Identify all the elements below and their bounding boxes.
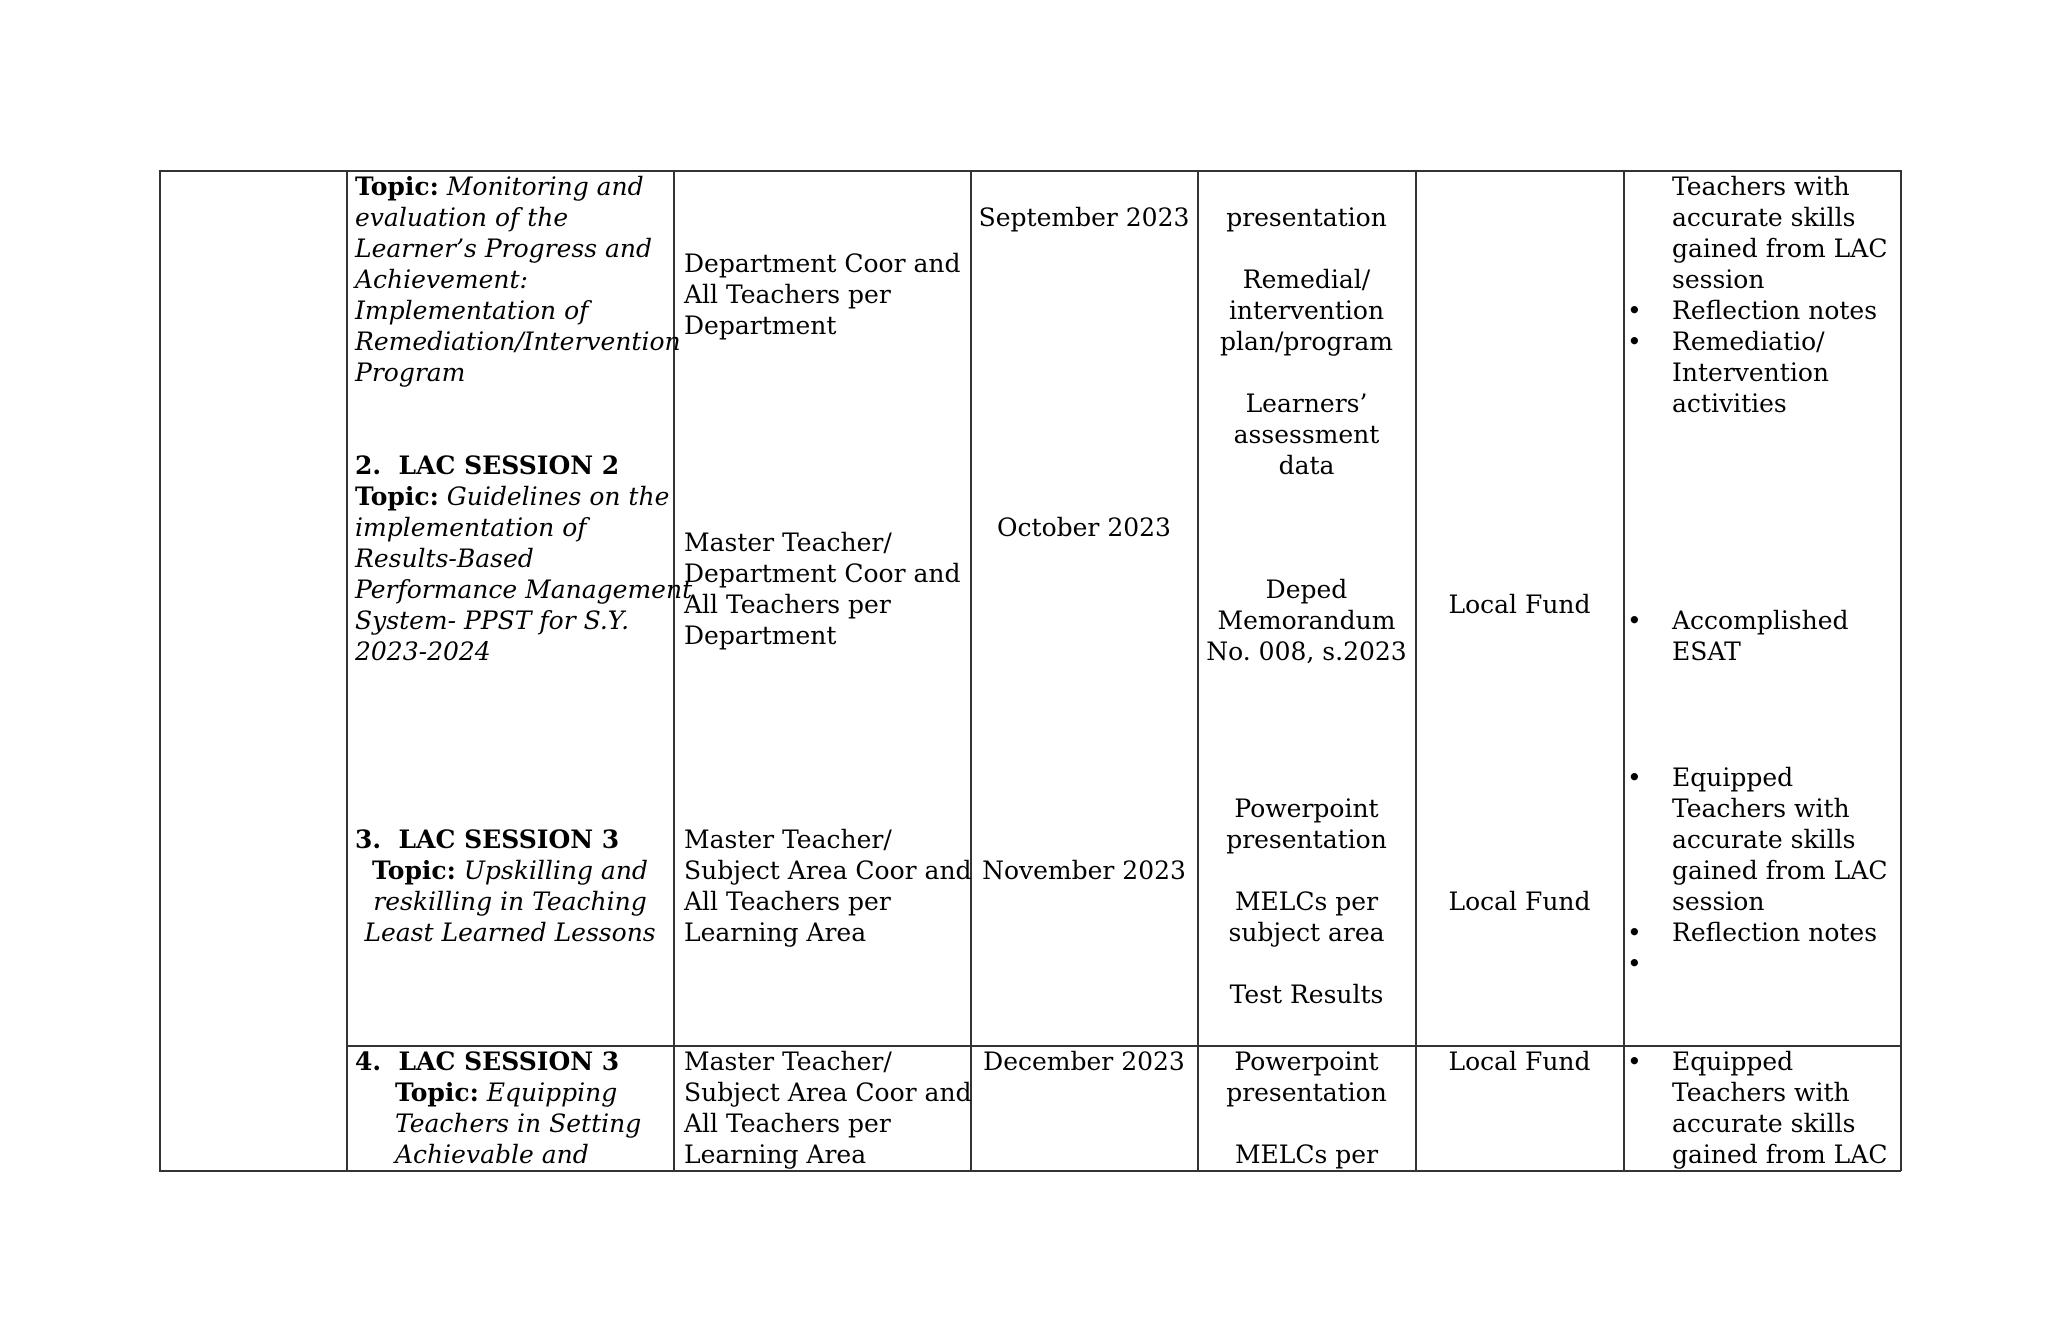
row2-resource-line: Memorandum <box>1217 606 1396 635</box>
row4-output-line: gained from LAC <box>1672 1140 1888 1169</box>
row2-topic-line: 2023-2024 <box>355 637 491 666</box>
table-border-right <box>1900 170 1902 1171</box>
column-divider-1 <box>346 170 348 1171</box>
bullet-icon: • <box>1627 763 1642 792</box>
row1-topic-line: evaluation of the <box>355 203 569 232</box>
row2-session-heading: 2. LAC SESSION 2 <box>355 451 620 480</box>
row2-fund: Local Fund <box>1448 590 1591 619</box>
row3-date: November 2023 <box>982 856 1186 885</box>
row1-resource-line: Learners’ <box>1245 389 1368 418</box>
row3-resource-line: Test Results <box>1229 980 1384 1009</box>
row3-output-line: gained from LAC <box>1672 856 1888 885</box>
row1-output-line: Teachers with <box>1672 172 1850 201</box>
row4-persons-line: Learning Area <box>684 1140 867 1169</box>
row4-persons-line: All Teachers per <box>684 1109 891 1138</box>
row4-date: December 2023 <box>983 1047 1185 1076</box>
row2-topic-line: Performance Management <box>355 575 693 604</box>
bullet-icon: • <box>1627 327 1642 356</box>
row2-resource-line: Deped <box>1265 575 1348 604</box>
bullet-icon: • <box>1627 296 1642 325</box>
bullet-icon: • <box>1627 606 1642 635</box>
row2-persons-line: Master Teacher/ <box>684 528 892 557</box>
table-border-left <box>159 170 161 1171</box>
row2-topic-line: implementation of <box>355 513 587 542</box>
row2-topic-line: System- PPST for S.Y. <box>355 606 630 635</box>
row3-output-line: Reflection notes <box>1672 918 1878 947</box>
row1-date: September 2023 <box>978 203 1190 232</box>
row3-output-line: Teachers with <box>1672 794 1850 823</box>
row3-persons-line: All Teachers per <box>684 887 891 916</box>
row2-topic-line: Guidelines on the <box>446 482 670 511</box>
row1-output-line: accurate skills <box>1672 203 1856 232</box>
row4-topic <box>395 1077 617 1108</box>
row3-persons-line: Subject Area Coor and <box>684 856 972 885</box>
row3-resource-line: subject area <box>1228 918 1385 947</box>
row1-resource-line: intervention <box>1228 296 1385 325</box>
row3-persons-line: Learning Area <box>684 918 867 947</box>
row2-topic <box>355 481 669 512</box>
row4-topic-line: Equipping <box>486 1078 618 1107</box>
row1-topic-label: Topic: <box>355 172 439 201</box>
row1-output-line: Intervention <box>1672 358 1829 387</box>
row2-resource-line: No. 008, s.2023 <box>1206 637 1407 666</box>
row1-topic-line: Monitoring and <box>446 172 644 201</box>
row4-output-line: Equipped <box>1672 1047 1794 1076</box>
row4-persons-line: Subject Area Coor and <box>684 1078 972 1107</box>
row1-persons-line: Department Coor and <box>684 249 961 278</box>
row3-output-line: session <box>1672 887 1765 916</box>
column-divider-2 <box>673 170 675 1171</box>
row2-output-line: Accomplished <box>1672 606 1849 635</box>
row1-resource-line: plan/program <box>1220 327 1393 356</box>
row3-resource-line: presentation <box>1226 825 1387 854</box>
bullet-icon: • <box>1627 918 1642 947</box>
row1-resource-line: assessment <box>1233 420 1380 449</box>
row4-persons-line: Master Teacher/ <box>684 1047 892 1076</box>
row4-topic-line: Teachers in Setting <box>395 1109 642 1138</box>
row1-output-line: Remediatio/ <box>1672 327 1825 356</box>
row3-persons-line: Master Teacher/ <box>684 825 892 854</box>
bullet-icon: • <box>1627 1047 1642 1076</box>
row1-topic <box>355 171 644 202</box>
row1-output-line: gained from LAC <box>1672 234 1888 263</box>
row4-resource-line: MELCs per <box>1234 1140 1379 1169</box>
row2-persons-line: Department <box>684 621 837 650</box>
row3-topic-line: Least Learned Lessons <box>364 918 656 947</box>
row3-resource-line: MELCs per <box>1234 887 1379 916</box>
row1-topic-line: Implementation of <box>355 296 589 325</box>
row4-output-line: Teachers with <box>1672 1078 1850 1107</box>
column-divider-6 <box>1623 170 1625 1171</box>
table-border-bottom <box>159 1170 1901 1172</box>
row3-output-line: accurate skills <box>1672 825 1856 854</box>
row4-fund: Local Fund <box>1448 1047 1591 1076</box>
row1-resource-line: presentation <box>1226 203 1387 232</box>
row4-topic-label: Topic: <box>395 1078 479 1107</box>
row3-resource-line: Powerpoint <box>1234 794 1379 823</box>
row3-output-line: Equipped <box>1672 763 1794 792</box>
row3-topic-label: Topic: <box>372 856 456 885</box>
row4-resource-line: Powerpoint <box>1234 1047 1379 1076</box>
row1-topic-line: Learner’s Progress and <box>355 234 653 263</box>
row2-topic-line: Results-Based <box>355 544 534 573</box>
row3-topic-line: Upskilling and <box>463 856 648 885</box>
column-divider-5 <box>1415 170 1417 1171</box>
row2-topic-label: Topic: <box>355 482 439 511</box>
row3-session-heading: 3. LAC SESSION 3 <box>355 825 620 854</box>
bullet-icon: • <box>1627 949 1642 978</box>
row1-resource-line: data <box>1278 451 1335 480</box>
row1-topic-line: Achievement: <box>355 265 528 294</box>
row1-topic-line: Program <box>355 358 466 387</box>
row1-persons-line: Department <box>684 311 837 340</box>
row2-persons-line: All Teachers per <box>684 590 891 619</box>
row1-output-line: activities <box>1672 389 1787 418</box>
row4-resource-line: presentation <box>1226 1078 1387 1107</box>
column-divider-3 <box>970 170 972 1171</box>
row1-resource-line: Remedial/ <box>1242 265 1371 294</box>
row1-output-line: Reflection notes <box>1672 296 1878 325</box>
row1-output-line: session <box>1672 265 1765 294</box>
row4-topic-line: Achievable and <box>395 1140 589 1169</box>
row2-date: October 2023 <box>997 513 1171 542</box>
row3-topic <box>347 855 673 886</box>
row3-topic-line: reskilling in Teaching <box>373 887 647 916</box>
row2-persons-line: Department Coor and <box>684 559 961 588</box>
row4-session-heading: 4. LAC SESSION 3 <box>355 1047 620 1076</box>
row2-output-line: ESAT <box>1672 637 1741 666</box>
row1-persons-line: All Teachers per <box>684 280 891 309</box>
row1-topic-line: Remediation/Intervention <box>355 327 681 356</box>
row4-output-line: accurate skills <box>1672 1109 1856 1138</box>
row3-fund: Local Fund <box>1448 887 1591 916</box>
